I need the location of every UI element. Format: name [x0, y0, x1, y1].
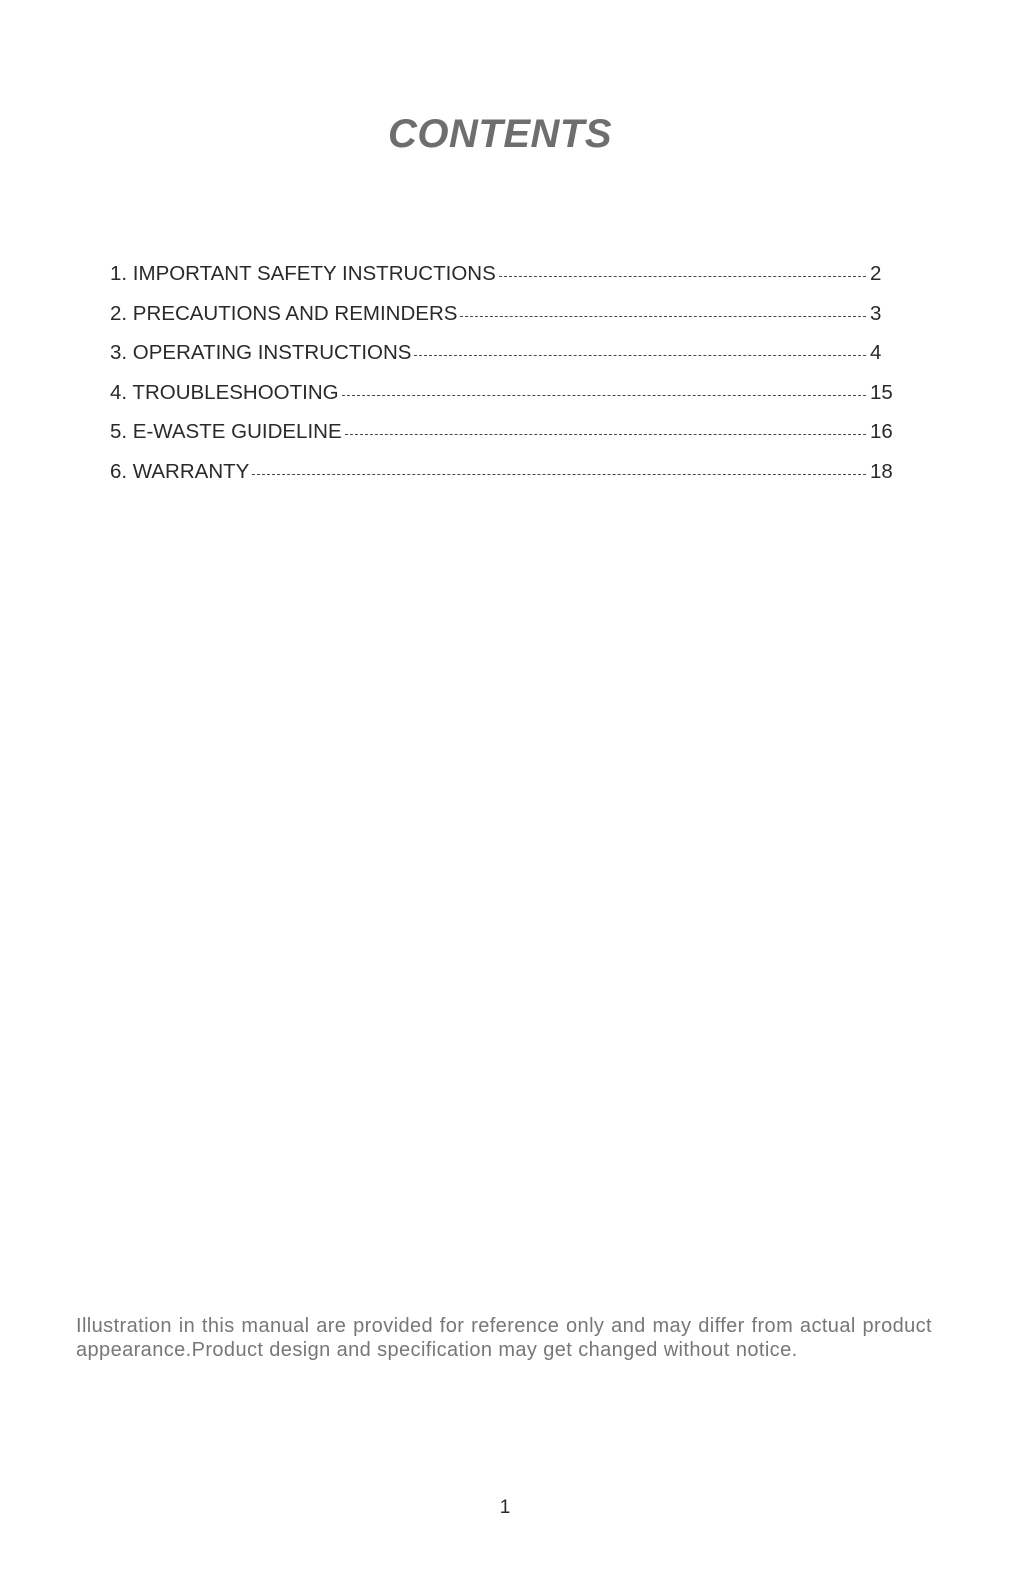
toc-entry-warranty[interactable] — [110, 460, 894, 500]
toc-entry-page: 18 — [870, 459, 893, 483]
dot-leader — [499, 276, 866, 277]
toc-entry-label: 1. IMPORTANT SAFETY INSTRUCTIONS — [110, 262, 496, 285]
dot-leader — [414, 355, 866, 356]
toc-entry-e-waste-guideline[interactable] — [110, 420, 894, 460]
toc-entry-troubleshooting[interactable] — [110, 381, 894, 421]
toc-entry-page: 2 — [870, 262, 882, 285]
toc-entry-page: 16 — [870, 420, 893, 444]
toc-entry-operating-instructions[interactable] — [110, 341, 894, 381]
page-number: 1 — [499, 1497, 511, 1518]
toc-entry-label: 3. OPERATING INSTRUCTIONS — [110, 341, 412, 365]
toc-entry-precautions[interactable] — [110, 302, 894, 342]
dot-leader — [252, 474, 866, 475]
disclaimer-note: Illustration in this manual are provided for reference only and may differ from actual product appearance.Product design and specification may get changed without notice. — [76, 1315, 932, 1361]
toc-entry-label: 6. WARRANTY — [110, 459, 250, 483]
page-title: CONTENTS — [388, 112, 612, 156]
toc-entry-label: 5. E-WASTE GUIDELINE — [110, 420, 342, 444]
toc-entry-page: 3 — [870, 301, 882, 325]
toc-entry-label: 4. TROUBLESHOOTING — [110, 380, 339, 404]
toc-entry-label: 2. PRECAUTIONS AND REMINDERS — [110, 301, 458, 325]
table-of-contents — [110, 262, 894, 500]
toc-entry-safety-instructions[interactable] — [110, 262, 894, 302]
toc-entry-page: 15 — [870, 380, 893, 404]
dot-leader — [342, 395, 866, 396]
dot-leader — [345, 434, 866, 435]
dot-leader — [460, 316, 866, 317]
toc-entry-page: 4 — [870, 341, 882, 365]
